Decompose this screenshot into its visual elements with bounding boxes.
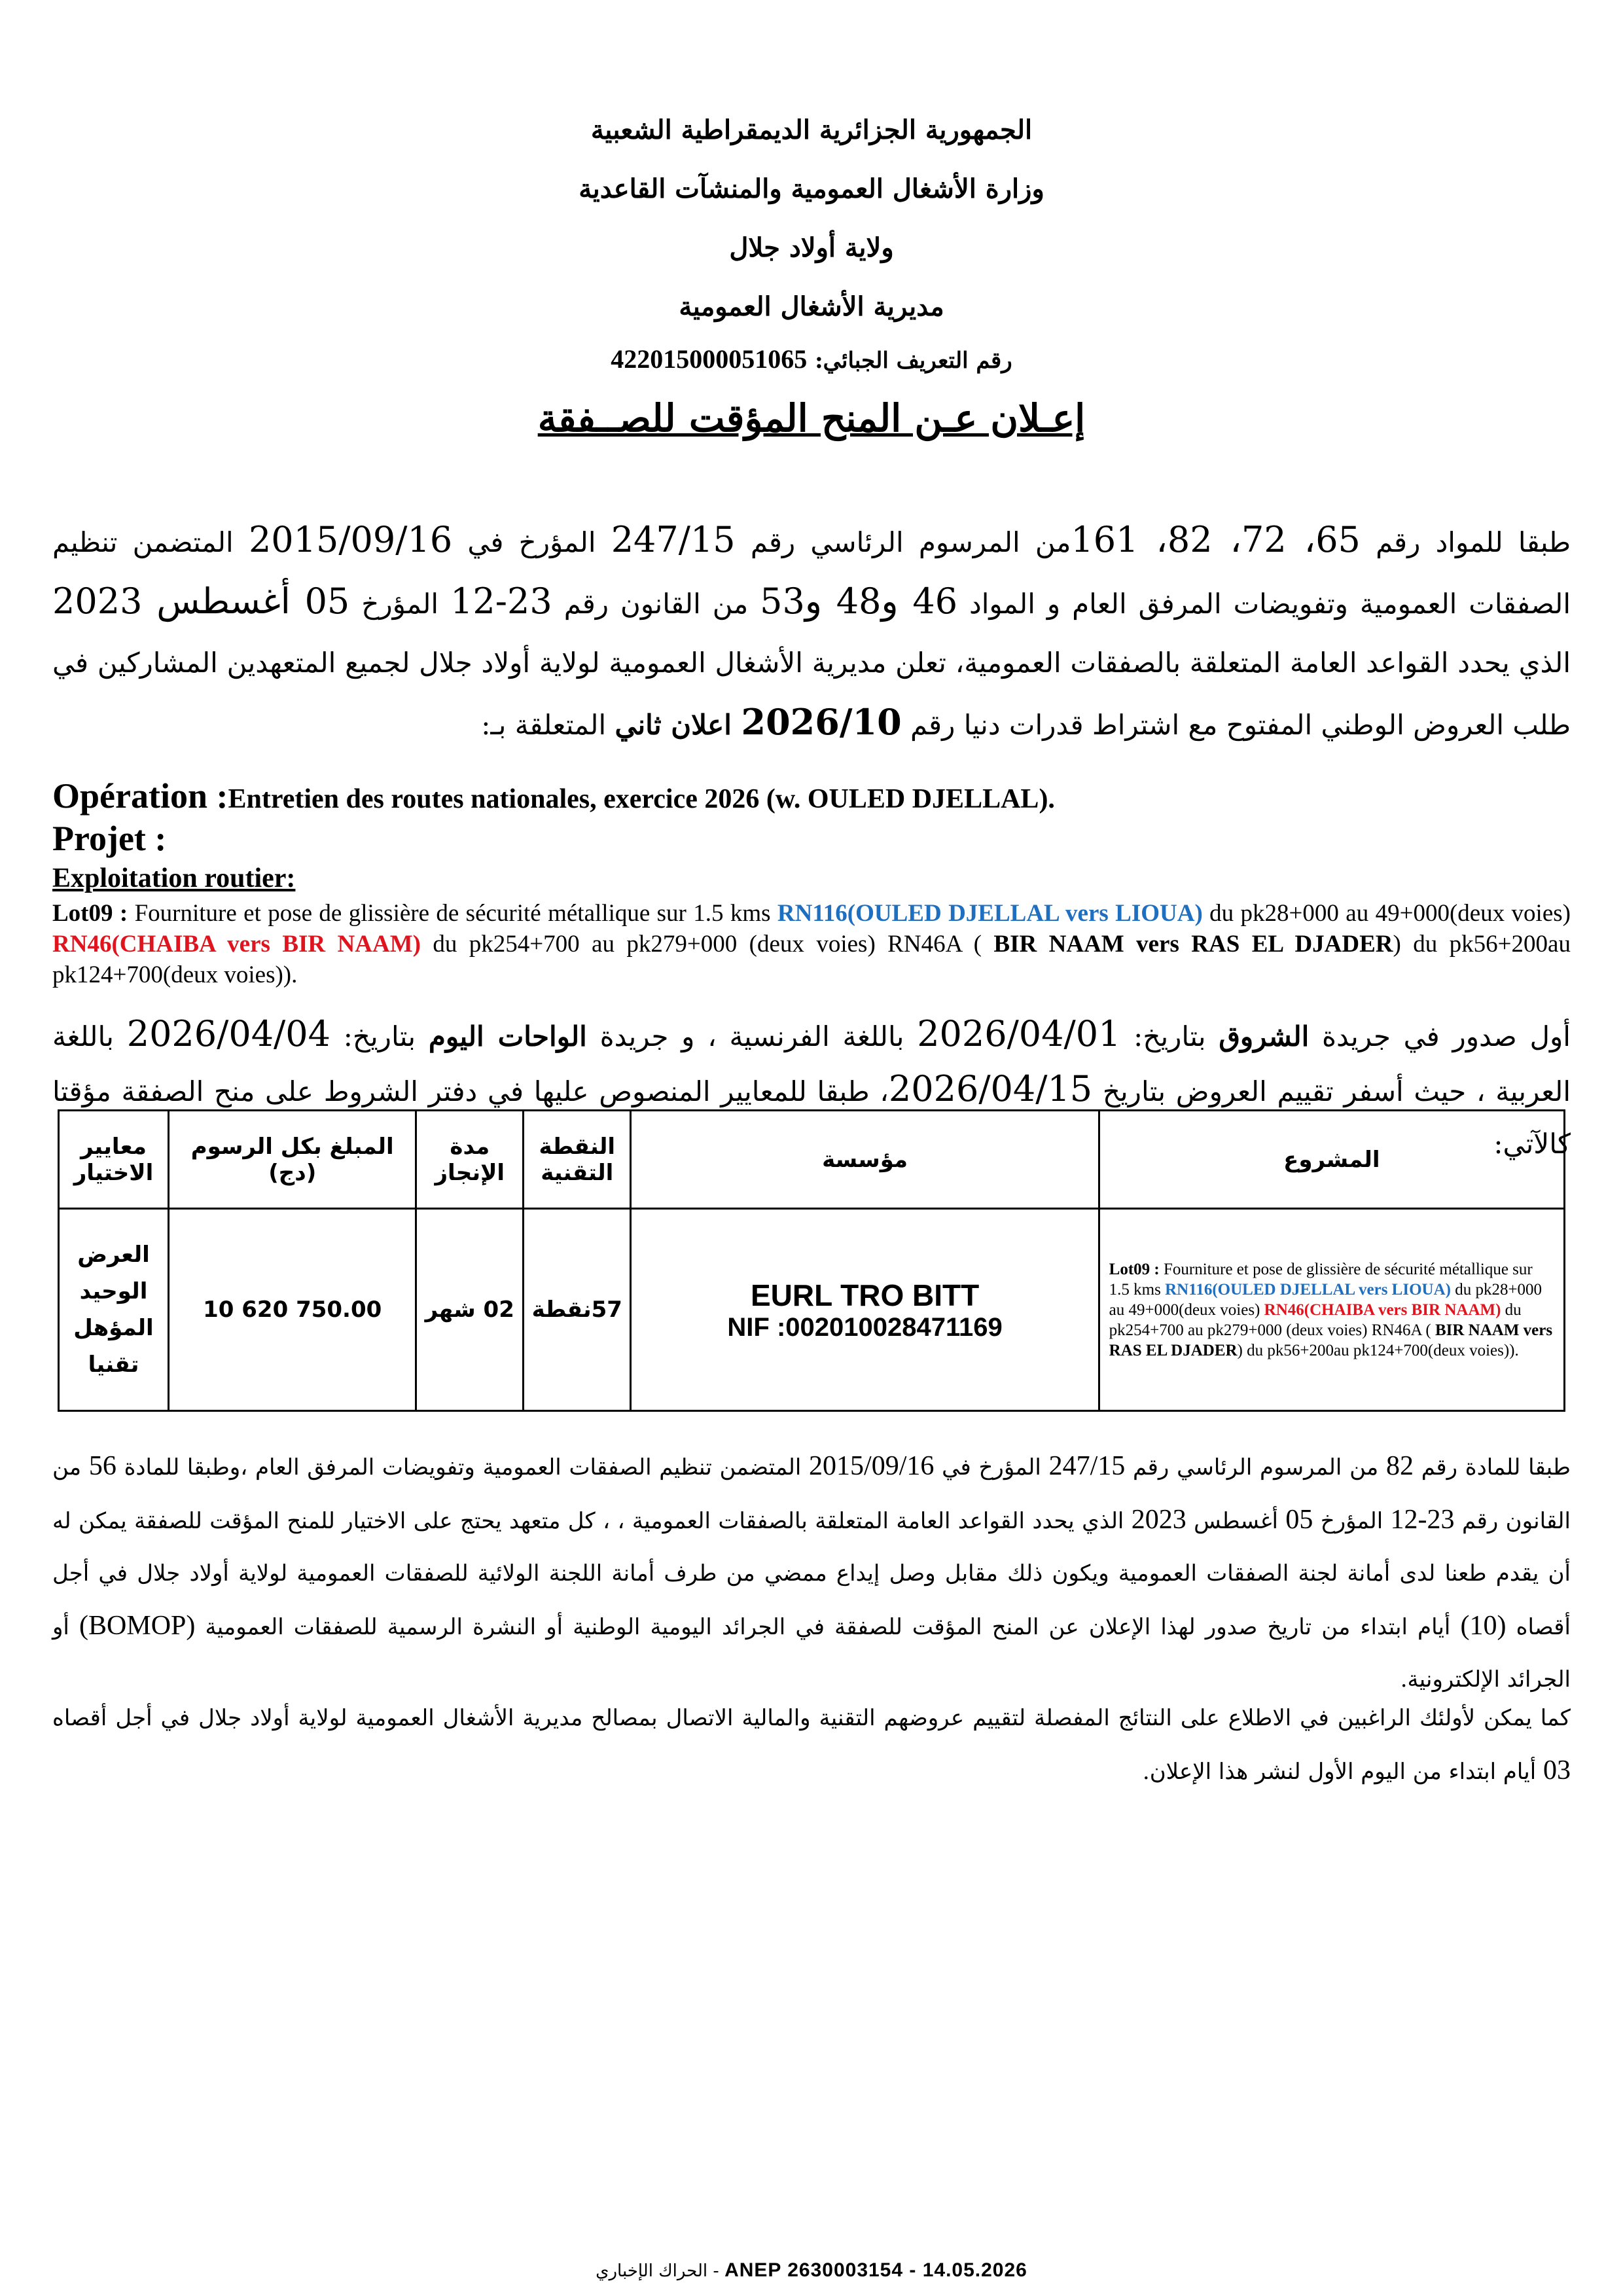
header-republic: الجمهورية الجزائرية الديمقراطية الشعبية [590,115,1033,145]
appeal-number: 82 [1385,1451,1414,1481]
results-paragraph [52,1692,1571,1798]
publication-text: بتاريخ: [1120,1020,1219,1052]
lot-text: Fourniture et pose de glissière de sécurité métallique sur 1.5 kms [128,900,777,927]
cell-lot-text: du pk28+000 au 49+000(deux voies) [1109,1280,1543,1319]
intro-text: طبقا للمواد رقم [1360,526,1571,558]
cell-lot-label: Lot09 : [1109,1260,1160,1278]
announcement-title: إعـلان عـن المنح المؤقت للصــفقة [537,396,1086,440]
exploitation-label: Exploitation routier: [52,863,296,893]
lot-description [52,898,1571,990]
intro-decree-date: 2015/09/16 [248,519,453,560]
header-project: المشروع [1099,1111,1564,1209]
header-points: النقطة التقنية [524,1111,631,1209]
enterprise-nif: NIF :002010028471169 [727,1312,1003,1342]
intro-articles: 65، 72، 82، 161 [1071,519,1361,560]
operation-line [52,776,1571,816]
intro-text: المتضمن تنظيم الصفقات العمومية وتفويضات المرفق العام و المواد [52,526,1571,620]
cell-project [1099,1209,1564,1411]
intro-text: المتعلقة بـ: [481,709,615,741]
lot-text: du pk254+700 au pk279+000 (deux voies) RN46A ( [420,931,994,958]
lot-rn46: RN46(CHAIBA vers BIR NAAM) [52,931,421,958]
results-text: كما يمكن لأولئك الراغبين في الاطلاع على النتائج المفصلة لتقييم عروضهم التقنية والمالية الاتصال بمصالح مديرية الأشغال العمومية لولاية أولاد جلال في أجل أقصاه [52,1705,1571,1731]
footer-newspaper: الحراك الإخباري - [596,2261,725,2281]
appeal-number: 2023 [1131,1505,1186,1535]
publication-text: باللغة الفرنسية ، و جريدة [586,1020,918,1052]
appeal-number: 2015/09/16 [809,1451,935,1481]
appeal-text: المتضمن تنظيم الصفقات العمومية وتفويضات المرفق العام ،وطبقا للمادة [116,1454,810,1480]
intro-law-articles: 46 و48 و53 [760,581,958,622]
header-directorate: مديرية الأشغال العمومية [679,291,944,322]
publication-date-2: 2026/04/04 [126,1013,330,1054]
footer-reference [0,2259,1623,2282]
lot-text: ) du pk56+200au pk124+700(deux voies)). [52,931,1571,988]
footer-anep-ref: ANEP 2630003154 - 14.05.2026 [724,2259,1027,2281]
intro-text: من المرسوم الرئاسي رقم [735,526,1071,558]
header-tax-id [0,344,1623,374]
appeal-text: من المرسوم الرئاسي رقم [1125,1454,1386,1480]
appeal-text: أو الجرائد الإلكترونية. [52,1614,1571,1693]
newspaper-2: الواحات اليوم [428,1020,587,1052]
lot-text: du pk28+000 au 49+000(deux voies) [1202,900,1571,927]
lot-label: Lot09 : [52,900,128,927]
publication-text: ، طبقا للمعايير المنصوص عليها في دفتر الشروط على منح الصفقة مؤقتا كالآتي: [52,1075,1571,1160]
lot-rn116: RN116(OULED DJELLAL vers LIOUA) [777,900,1203,927]
award-table [58,1109,1565,1412]
appeal-text: المؤرخ في [934,1454,1049,1480]
intro-tender-number: 2026/10 [741,701,902,743]
results-number: 03 [1543,1755,1571,1785]
cell-lot-text: ) du pk56+200au pk124+700(deux voies)). [1237,1341,1519,1359]
intro-law-date: 05 أغسطس 2023 [52,581,350,622]
intro-tender-tag: اعلان ثاني [615,709,741,741]
header-wilaya: ولاية أولاد جلال [729,232,894,263]
cell-lot-rn46a: BIR NAAM vers RAS EL DJADER [1109,1321,1553,1359]
intro-text: المؤرخ [349,588,451,620]
appeal-text: أغسطس [1186,1508,1286,1534]
cell-enterprise [631,1209,1099,1411]
intro-decree: 247/15 [611,519,736,560]
appeal-number: (10) [1460,1611,1507,1641]
cell-lot-text: du pk254+700 au pk279+000 (deux voies) RN46A ( [1109,1300,1522,1339]
intro-text: المؤرخ في [452,526,611,558]
appeal-number: 23-12 [1390,1505,1455,1535]
cell-points: 57نقطة [524,1209,631,1411]
header-amount: المبلغ بكل الرسوم (دج) [168,1111,416,1209]
appeal-paragraph [52,1440,1571,1706]
intro-text: الذي يحدد القواعد العامة المتعلقة بالصفقات العمومية، تعلن مديرية الأشغال العمومية لولاية أولاد جلال لجميع المتعهدين المشاركين في طلب العروض الوطني المفتوح مع اشتراط قدرات دنيا رقم [52,647,1571,741]
publication-text: باللغة العربية ، حيث أسفر تقييم العروض بتاريخ [52,1020,1571,1107]
cell-duration: 02 شهر [416,1209,524,1411]
publication-text: أول صدور في جريدة [1309,1020,1571,1052]
table-row [59,1209,1565,1411]
publication-date-1: 2026/04/01 [917,1013,1121,1054]
operation-text: Entretien des routes nationales, exercice 2026 (w. OULED DJELLAL). [228,784,1055,814]
appeal-text: طبقا للمادة رقم [1413,1454,1571,1480]
enterprise-name: EURL TRO BITT [750,1278,980,1312]
header-enterprise: مؤسسة [631,1111,1099,1209]
table-header-row [59,1111,1565,1209]
cell-lot-text: Fourniture et pose de glissière de sécurité métallique sur 1.5 kms [1109,1260,1533,1299]
cell-lot-rn46: RN46(CHAIBA vers BIR NAAM) [1264,1300,1501,1319]
publication-text: بتاريخ: [330,1020,429,1052]
cell-criteria: العرض الوحيد المؤهل تقنيا [59,1209,169,1411]
intro-law: 23-12 [450,581,552,622]
cell-lot-rn116: RN116(OULED DJELLAL vers LIOUA) [1165,1280,1451,1299]
header-criteria: معايير الاختيار [59,1111,169,1209]
intro-text: من القانون رقم [552,588,760,620]
appeal-number: 05 [1285,1505,1313,1535]
intro-paragraph [52,511,1571,755]
appeal-number: 247/15 [1048,1451,1126,1481]
projet-label: Projet : [52,819,167,858]
tax-id-label: رقم التعريف الجبائي: [815,348,1012,374]
header-ministry: وزارة الأشغال العمومية والمنشآت القاعدية [579,173,1044,204]
operation-label: Opération : [52,776,228,816]
appeal-text: الذي يحدد القواعد العامة المتعلقة بالصفقات العمومية ، ، كل متعهد يحتج على الاختيار للمنح المؤقت للصفقة يمكن له أن يقدم طعنا لدى أمانة لجنة الصفقات العمومية ويكون ذلك مقابل وصل إيداع ممضي من طرف أمانة اللجنة الولائية للصفقات العمومية لولاية أولاد جلال في أجل أقصاه [52,1508,1571,1640]
appeal-number: (BOMOP) [79,1611,196,1641]
lot-rn46a: BIR NAAM vers RAS EL DJADER [993,931,1393,958]
cell-amount: 10 620 750.00 [168,1209,416,1411]
appeal-text: أيام ابتداء من تاريخ صدور لهذا الإعلان عن المنح المؤقت للصفقة في الجرائد اليومية الوطنية أو النشرة الرسمية للصفقات العمومية [195,1614,1461,1640]
header-duration: مدة الإنجاز [416,1111,524,1209]
appeal-text: المؤرخ [1313,1508,1391,1534]
appeal-number: 56 [88,1451,116,1481]
results-text: أيام ابتداء من اليوم الأول لنشر هذا الإعلان. [1142,1759,1543,1785]
tax-id-number: 422015000051065 [611,344,808,374]
evaluation-date: 2026/04/15 [888,1068,1093,1109]
newspaper-1: الشروق [1219,1020,1310,1052]
appeal-text: من القانون رقم [52,1454,1571,1534]
